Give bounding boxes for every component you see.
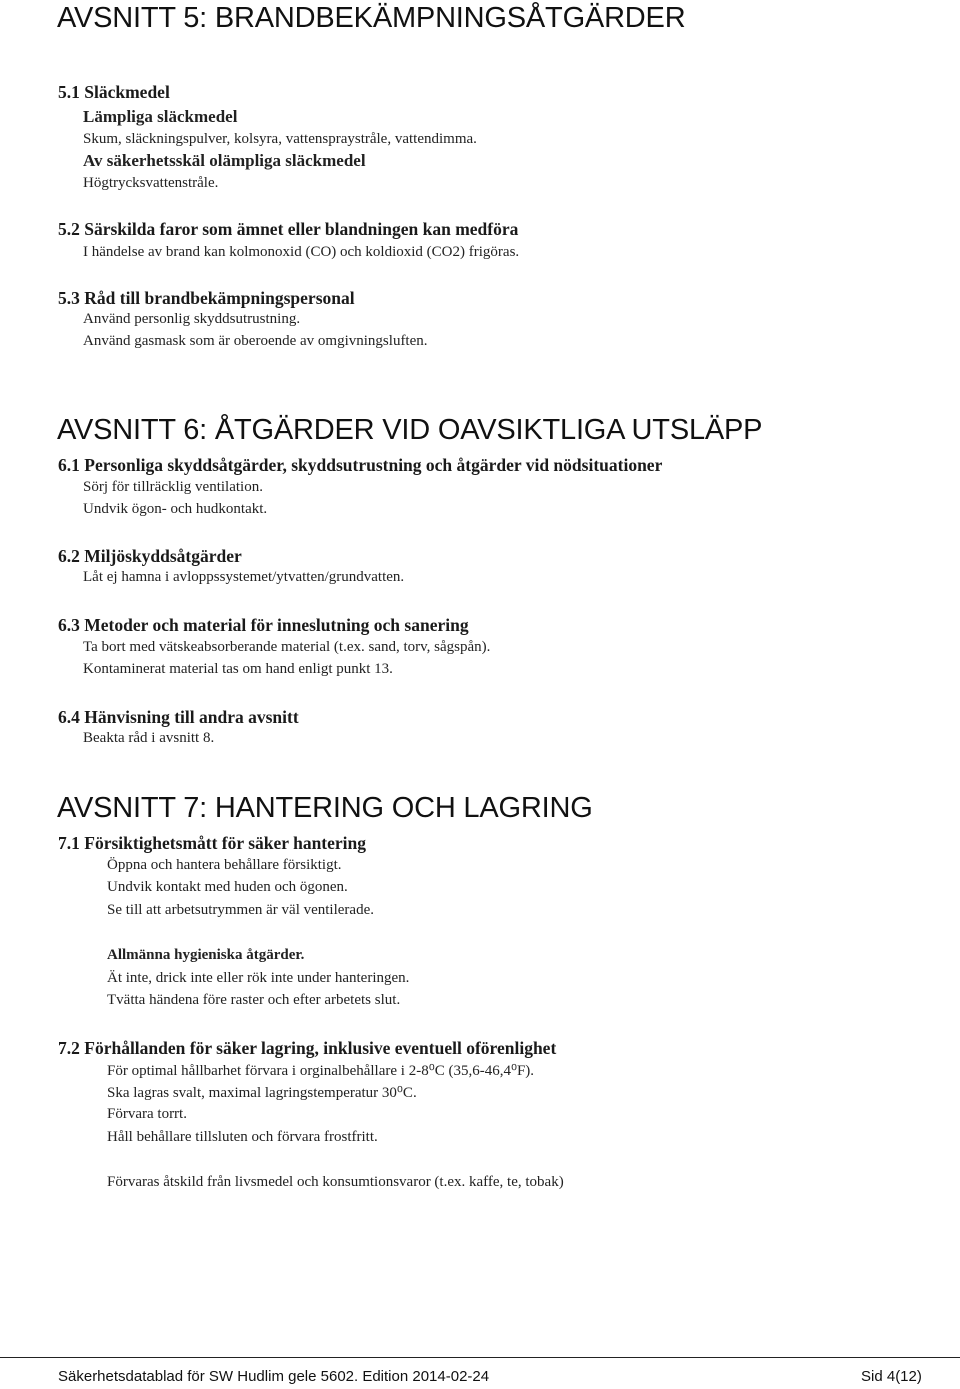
text-line: Lämpliga släckmedel — [83, 107, 238, 126]
subsection-6-4-heading: 6.4 Hänvisning till andra avsnitt — [58, 707, 299, 727]
text-line: Förvara torrt. — [107, 1106, 187, 1122]
subsection-7-2-heading: 7.2 Förhållanden för säker lagring, inklusive eventuell oförenlighet — [58, 1038, 557, 1058]
text-line: Förvaras åtskild från livsmedel och konsumtionsvaror (t.ex. kaffe, te, tobak) — [107, 1174, 564, 1190]
footer-document-info: Säkerhetsdatablad för SW Hudlim gele 5602. Edition 2014-02-24 — [58, 1368, 490, 1385]
text-line: Ska lagras svalt, maximal lagringstemperatur 30⁰C. — [107, 1085, 417, 1101]
text-line: Högtrycksvattenstråle. — [83, 175, 219, 191]
footer-divider — [0, 1357, 960, 1358]
text-line: Skum, släckningspulver, kolsyra, vattenspraystråle, vattendimma. — [83, 131, 477, 147]
subsection-7-1-heading: 7.1 Försiktighetsmått för säker hantering — [58, 833, 367, 853]
text-line: För optimal hållbarhet förvara i orginalbehållare i 2-8⁰C (35,6-46,4⁰F). — [107, 1063, 535, 1079]
text-line: I händelse av brand kan kolmonoxid (CO) och koldioxid (CO2) frigöras. — [83, 244, 520, 260]
subsection-5-1-heading: 5.1 Släckmedel — [58, 82, 170, 102]
text-line: Se till att arbetsutrymmen är väl ventilerade. — [107, 902, 374, 918]
text-line: Undvik ögon- och hudkontakt. — [83, 501, 268, 517]
subsection-6-1-heading: 6.1 Personliga skyddsåtgärder, skyddsutrustning och åtgärder vid nödsituationer — [58, 455, 663, 475]
text-line: Beakta råd i avsnitt 8. — [83, 730, 215, 746]
text-line: Av säkerhetsskäl olämpliga släckmedel — [83, 151, 366, 170]
section-6-title: AVSNITT 6: ÅTGÄRDER VID OAVSIKTLIGA UTSLÄPP — [57, 414, 763, 446]
subsection-6-3-heading: 6.3 Metoder och material för inneslutning och sanering — [58, 615, 469, 635]
footer-page-number: Sid 4(12) — [861, 1368, 922, 1385]
text-line: Sörj för tillräcklig ventilation. — [83, 479, 263, 495]
text-line: Använd gasmask som är oberoende av omgivningsluften. — [83, 333, 428, 349]
section-5-title: AVSNITT 5: BRANDBEKÄMPNINGSÅTGÄRDER — [57, 2, 686, 34]
subsection-6-2-heading: 6.2 Miljöskyddsåtgärder — [58, 546, 242, 566]
text-line: Kontaminerat material tas om hand enligt punkt 13. — [83, 661, 393, 677]
subsection-5-3-heading: 5.3 Råd till brandbekämpningspersonal — [58, 288, 355, 308]
subsection-5-2-heading: 5.2 Särskilda faror som ämnet eller blandningen kan medföra — [58, 219, 519, 239]
text-line: Tvätta händena före raster och efter arbetets slut. — [107, 992, 401, 1008]
text-line: Ta bort med vätskeabsorberande material (t.ex. sand, torv, sågspån). — [83, 639, 491, 655]
text-line: Använd personlig skyddsutrustning. — [83, 311, 301, 327]
text-line: Låt ej hamna i avloppssystemet/ytvatten/grundvatten. — [83, 569, 405, 585]
text-line: Håll behållare tillsluten och förvara frostfritt. — [107, 1129, 378, 1145]
hygiene-heading: Allmänna hygieniska åtgärder. — [107, 947, 305, 963]
text-line: Undvik kontakt med huden och ögonen. — [107, 879, 348, 895]
section-7-title: AVSNITT 7: HANTERING OCH LAGRING — [57, 792, 593, 824]
text-line: Ät inte, drick inte eller rök inte under hanteringen. — [107, 970, 410, 986]
text-line: Öppna och hantera behållare försiktigt. — [107, 857, 342, 873]
